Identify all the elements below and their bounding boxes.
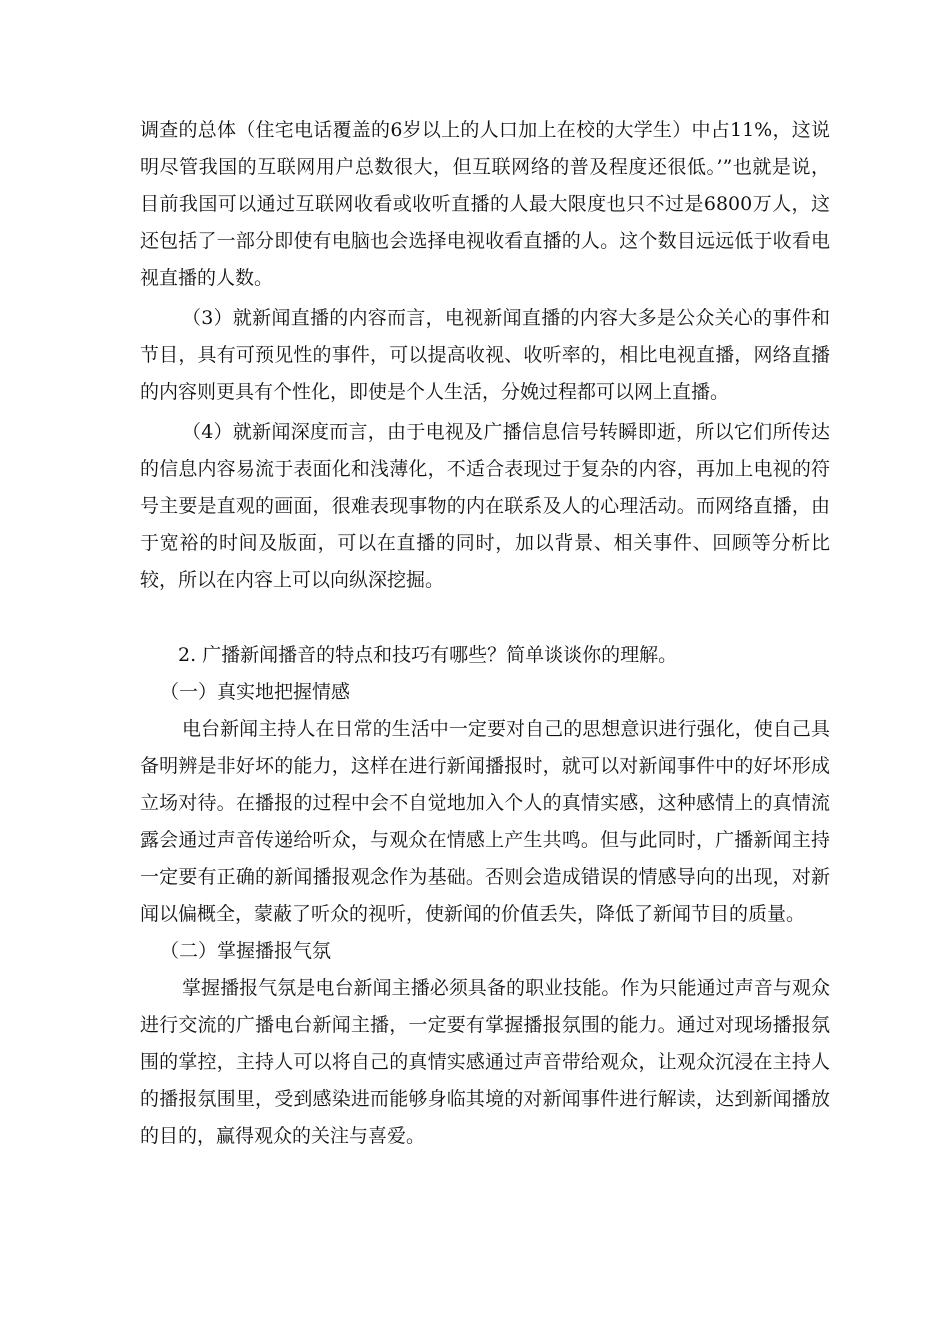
question-heading: 2. 广播新闻播音的特点和技巧有哪些？简单谈谈你的理解。 bbox=[178, 644, 678, 666]
section-spacer bbox=[140, 599, 830, 637]
paragraph-point-4: （4）就新闻深度而言，由于电视及广播信息信号转瞬即逝，所以它们所传达的信息内容易流于表面化和浅薄化，不适合表现过于复杂的内容，再加上电视的符号主要是直观的画面，很难表现事物的内在联系及人的心理活动。而网络直播，由于宽裕的时间及版面，可以在直播的同时，加以背景、相关事件、回顾等分析比较，所以在内容上可以向纵深挖掘。 bbox=[140, 421, 830, 591]
section-1-title: （一）真实地把握情感 bbox=[160, 681, 351, 703]
section-1-body: 电台新闻主持人在日常的生活中一定要对自己的思想意识进行强化，使自己具备明辨是非好坏的能力，这样在进行新闻播报时，就可以对新闻事件中的好坏形成立场对待。在播报的过程中会不自觉地加入个人的真情实感，这种感情上的真情流露会通过声音传递给听众，与观众在情感上产生共鸣。但与此同时，广播新闻主持一定要有正确的新闻播报观念作为基础。否则会造成错误的情感导向的出现，对新闻以偏概全，蒙蔽了听众的视听，使新闻的价值丢失，降低了新闻节目的质量。 bbox=[140, 718, 830, 925]
section-2-body: 掌握播报气氛是电台新闻主播必须具备的职业技能。作为只能通过声音与观众进行交流的广播电台新闻主播，一定要有掌握播报氛围的能力。通过对现场播报氛围的掌控，主持人可以将自己的真情实感通过声音带给观众，让观众沉浸在主持人的播报氛围里，受到感染进而能够身临其境的对新闻事件进行解读，达到新闻播放的目的，赢得观众的关注与喜爱。 bbox=[140, 977, 830, 1147]
document-page bbox=[140, 112, 830, 1155]
paragraph-continuation: 调查的总体（住宅电话覆盖的6岁以上的人口加上在校的大学生）中占11%，这说明尽管我国的互联网用户总数很大，但互联网络的普及程度还很低。’”也就是说，目前我国可以通过互联网收看或收听直播的人最大限度也只不过是6800万人，这还包括了一部分即使有电脑也会选择电视收看直播的人。这个数目远远低于收看电视直播的人数。 bbox=[140, 119, 830, 289]
paragraph-point-3: （3）就新闻直播的内容而言，电视新闻直播的内容大多是公众关心的事件和节目，具有可预见性的事件，可以提高收视、收听率的，相比电视直播，网络直播的内容则更具有个性化，即使是个人生活，分娩过程都可以网上直播。 bbox=[140, 307, 830, 403]
section-2-title: （二）掌握播报气氛 bbox=[160, 940, 332, 962]
